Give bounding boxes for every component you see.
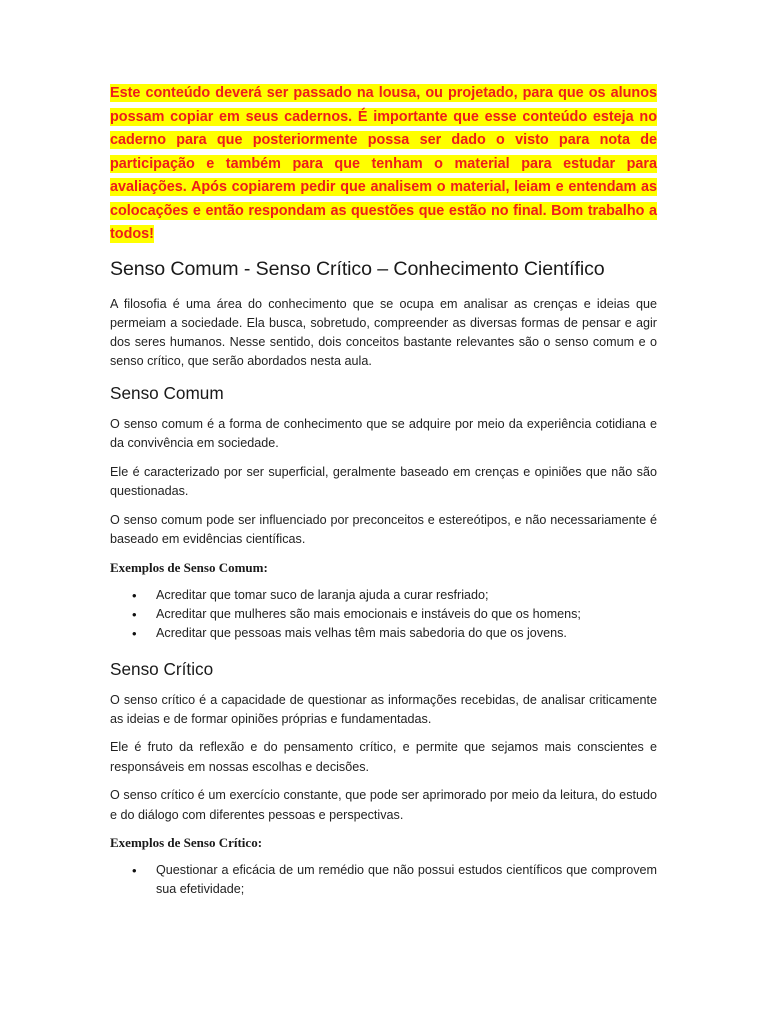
senso-comum-examples-heading: Exemplos de Senso Comum: bbox=[110, 559, 268, 575]
bullet-icon: • bbox=[132, 863, 137, 879]
bullet-icon: • bbox=[132, 587, 137, 603]
section-heading-senso-critico: Senso Crítico bbox=[110, 658, 214, 679]
bullet-icon: • bbox=[132, 606, 137, 622]
list-item bbox=[110, 586, 657, 605]
senso-critico-paragraph-1: O senso crítico é a capacidade de questionar as informações recebidas, de analisar criticamente as ideias e de formar opiniões próprias e fundamentadas. bbox=[110, 692, 657, 726]
senso-critico-paragraph-2: Ele é fruto da reflexão e do pensamento crítico, e permite que sejamos mais conscientes e responsáveis em nossas escolhas e decisões. bbox=[110, 740, 657, 774]
teacher-notice bbox=[110, 82, 657, 247]
bullet-icon: • bbox=[132, 625, 137, 641]
list-item-text: Acreditar que tomar suco de laranja ajuda a curar resfriado; bbox=[156, 587, 489, 602]
senso-critico-examples-list bbox=[110, 861, 657, 899]
senso-comum-paragraph-3: O senso comum pode ser influenciado por preconceitos e estereótipos, e não necessariamente é baseado em evidências científicas. bbox=[110, 512, 657, 546]
senso-comum-paragraph-1: O senso comum é a forma de conhecimento que se adquire por meio da experiência cotidiana e da convivência em sociedade. bbox=[110, 416, 657, 451]
list-item bbox=[110, 861, 657, 899]
intro-paragraph: A filosofia é uma área do conhecimento que se ocupa em analisar as crenças e ideias que permeiam a sociedade. Ela busca, sobretudo, compreender as diversas formas de pensar e agir dos seres humanos. Nesse sentido, dois conceitos bastante relevantes são o senso comum e o senso crítico, que serão abordados nesta aula. bbox=[110, 296, 657, 369]
senso-critico-paragraph-3: O senso crítico é um exercício constante, que pode ser aprimorado por meio da leitura, do estudo e do diálogo com diferentes pessoas e perspectivas. bbox=[110, 788, 657, 822]
list-item-text: Acreditar que mulheres são mais emocionais e instáveis do que os homens; bbox=[156, 606, 581, 621]
senso-comum-examples-list bbox=[110, 586, 657, 643]
list-item-text: Acreditar que pessoas mais velhas têm mais sabedoria do que os jovens. bbox=[156, 625, 567, 640]
list-item bbox=[110, 605, 657, 624]
list-item-text: Questionar a eficácia de um remédio que não possui estudos científicos que comprovem sua efetividade; bbox=[156, 863, 657, 897]
section-heading-senso-comum: Senso Comum bbox=[110, 382, 224, 403]
document-title: Senso Comum - Senso Crítico – Conhecimento Científico bbox=[110, 257, 605, 280]
list-item bbox=[110, 624, 657, 643]
senso-critico-examples-heading: Exemplos de Senso Crítico: bbox=[110, 835, 263, 851]
notice-highlight: Este conteúdo deverá ser passado na lousa, ou projetado, para que os alunos possam copiar em seus cadernos. É importante que esse conteúdo esteja no caderno para que posteriormente possa ser dado o visto para nota de participação e também para que tenham o material para estudar para avaliações. Após copiarem pedir que analisem o material, leiam e entendam as colocações e então respondam as questões que estão no final. Bom trabalho a todos! bbox=[110, 85, 657, 242]
senso-comum-paragraph-2: Ele é caracterizado por ser superficial, geralmente baseado em crenças e opiniões que não são questionadas. bbox=[110, 464, 657, 498]
